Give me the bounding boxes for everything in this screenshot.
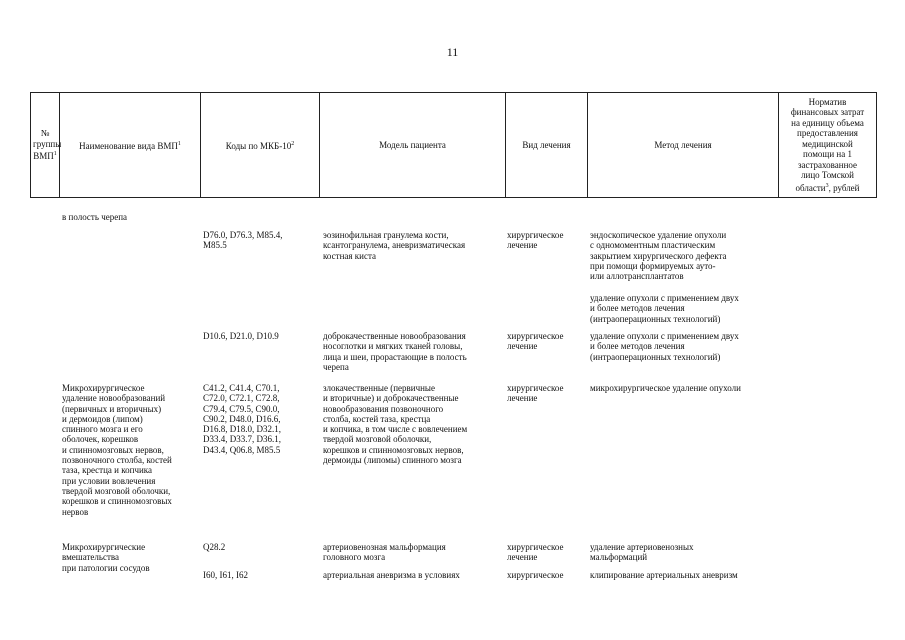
header-name: Наименование вида ВМП$^1$: [60, 93, 201, 198]
row1-patient-model: эозинофильная гранулема кости, ксантогранулема, аневризматическая костная киста: [323, 230, 466, 261]
row3-patient-model: злокачественные (первичные и вторичные) и доброкачественные новообразования позвоночного столба, костей таза, крестца и копчика, в том числе с вовлечением твердой мозговой оболочки, корешков и спинномозговых нервов, дермоиды (липомы) спинного мозга: [323, 383, 468, 466]
row2-method: удаление опухоли с применением двух и более методов лечения (интраоперационных технологий): [590, 331, 739, 362]
row4-method: удаление артериовенозных мальформаций: [590, 542, 694, 563]
row1-method-b: удаление опухоли с применением двух и более методов лечения (интраоперационных технологий): [590, 293, 739, 324]
row4-patient-model: артериовенозная мальформация головного мозга: [323, 542, 446, 563]
row3-codes: C41.2, C41.4, C70.1, C72.0, C72.1, C72.8, C79.4, C79.5, C90.0, C90.2, D48.0, D16.6, D16.8, D18.0, D32.1, D33.4, D33.7, D36.1, D43.4, Q06.8, M85.5: [203, 383, 281, 455]
row5-codes: I60, I61, I62: [203, 570, 248, 580]
row2-patient-model: доброкачественные новообразования носоглотки и мягких тканей головы, лица и шеи, прорастающие в полость черепа: [323, 331, 467, 372]
row5-patient-model: артериальная аневризма в условиях: [323, 570, 460, 580]
row5-treatment-type: хирургическое: [507, 570, 564, 580]
row3-method: микрохирургическое удаление опухоли: [590, 383, 741, 393]
row1-codes: D76.0, D76.3, M85.4, M85.5: [203, 230, 283, 251]
header-patient-model: Модель пациента: [320, 93, 506, 198]
row3-treatment-type: хирургическое лечение: [507, 383, 564, 404]
header-codes: Коды по МКБ-$10^2$: [201, 93, 320, 198]
row3-name: Микрохирургическое удаление новообразований (первичных и вторичных) и дермоидов (липом) спинного мозга и его оболочек, корешков и спинномозговых нервов, позвоночного столба, костей таза, крестца и копчика при условии вовлечения твердой мозговой оболочки, корешков и спинномозговых нервов: [62, 383, 172, 517]
row2-treatment-type: хирургическое лечение: [507, 331, 564, 352]
row4-name: Микрохирургические вмешательства при патологии сосудов: [62, 542, 150, 573]
row1-treatment-type: хирургическое лечение: [507, 230, 564, 251]
header-treatment-method: Метод лечения: [588, 93, 779, 198]
row-continued-name: в полость черепа: [62, 212, 128, 222]
row4-codes: Q28.2: [203, 542, 226, 552]
row1-method-a: эндоскопическое удаление опухоли с одномоментным пластическим закрытием хирургического дефекта при помощи формируемых ауто- или аллотрансплантатов: [590, 230, 727, 282]
row4-treatment-type: хирургическое лечение: [507, 542, 564, 563]
header-treatment-type: Вид лечения: [506, 93, 588, 198]
row5-method: клипирование артериальных аневризм: [590, 570, 738, 580]
header-group-no: № группы ВМП$^1$: [31, 93, 60, 198]
table-header: [30, 92, 877, 198]
header-norm: Норматив финансовых затрат на единицу объема предоставления медицинской помощи на 1 застрахованное лицо Томской области$^3$, рублей: [779, 93, 877, 198]
page-number: 11: [446, 45, 459, 59]
row2-codes: D10.6, D21.0, D10.9: [203, 331, 279, 341]
